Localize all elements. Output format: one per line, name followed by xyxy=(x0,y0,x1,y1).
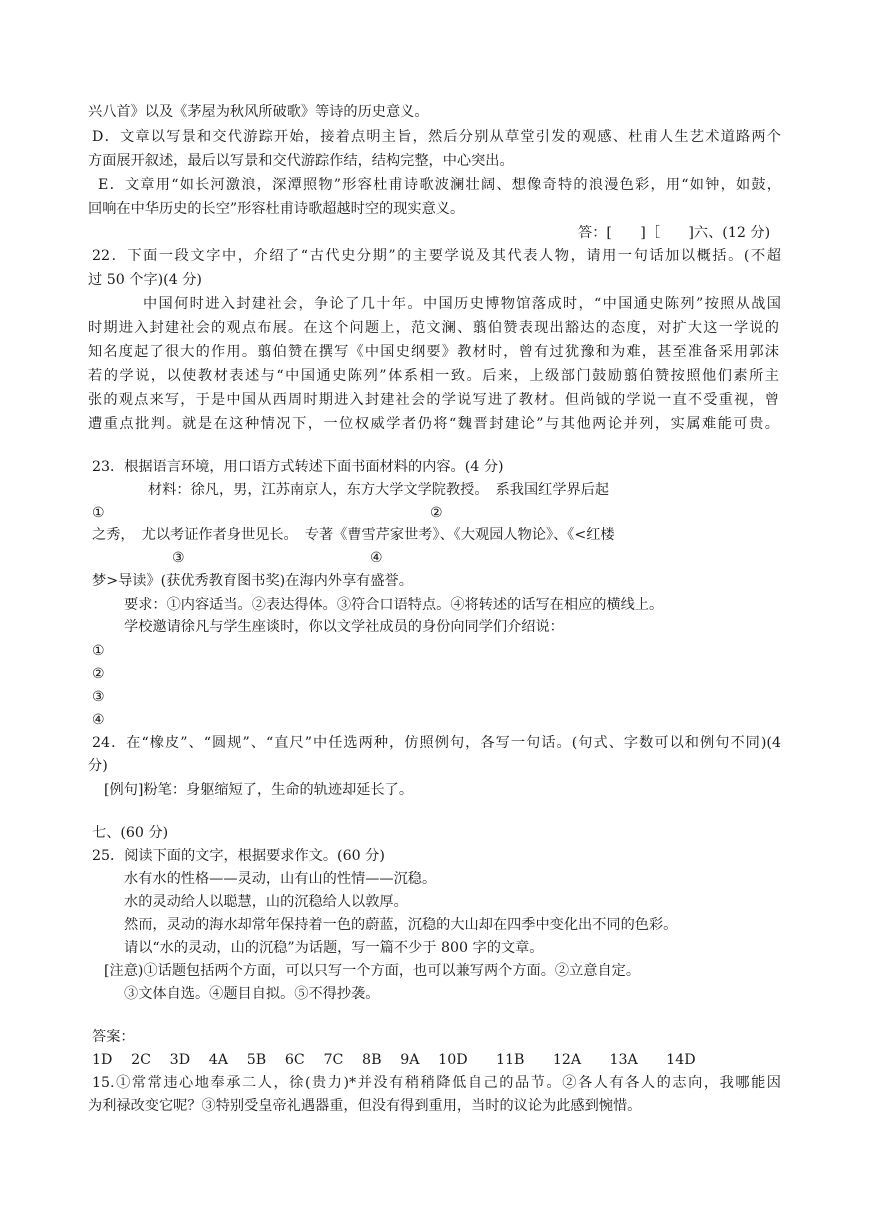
passage-line-1: 中国何时进入封建社会，争论了几十年。中国历史博物馆落成时，“中国通史陈列”按照从战国 xyxy=(143,296,781,312)
material-line-1: 材料：徐凡，男，江苏南京人，东方大学文学院教授。 系我国红学界后起 xyxy=(148,482,610,498)
option-d-line-1: D．文章以写景和交代游踪开始，接着点明主旨，然后分别从草堂引发的观感、杜甫人生艺术道路两个 xyxy=(92,129,781,145)
question-22-line-2: 过 50 个字)(4 分) xyxy=(88,272,202,288)
answer-slot-4: ④ xyxy=(92,712,105,728)
circled-marker-3: ③ xyxy=(172,550,185,566)
notes-line-1: [注意)①话题包括两个方面，可以只写一个方面，也可以兼写两个方面。②立意自定。 xyxy=(104,963,641,979)
answers-heading: 答案： xyxy=(92,1029,135,1045)
question-24-line-2: 分) xyxy=(88,758,108,774)
answer-15-line-2: 为利禄改变它呢？③特别受皇帝礼遇器重，但没有得到重用，当时的议论为此感到惋惜。 xyxy=(88,1098,642,1114)
material-line-2: 之秀， 尤以考证作者身世见长。 专著《曹雪芹家世考》、《大观园人物论》、《<红楼 xyxy=(92,527,615,543)
answer-slot-1: ① xyxy=(92,643,105,659)
option-e-line-1: E．文章用“如长河激浪，深潭照物”形容杜甫诗歌波澜壮阔、想像奇特的浪漫色彩，用“如钟，如鼓， xyxy=(98,177,781,193)
section-seven-heading: 七、(60 分) xyxy=(92,825,169,841)
circled-marker-1: ① xyxy=(92,505,105,521)
option-d-line-2: 方面展开叙述，最后以写景和交代游踪作结，结构完整，中心突出。 xyxy=(88,153,514,169)
essay-prompt-line-1: 水有水的性格——灵动，山有山的性情——沉稳。 xyxy=(124,871,437,887)
option-e-line-2: 回响在中华历史的长空”形容杜甫诗歌超越时空的现实意义。 xyxy=(88,201,465,217)
passage-line-3: 知名度起了很大的作用。翦伯赞在撰写《中国史纲要》教材时，曾有过犹豫和为难，甚至准备采用郭沫 xyxy=(88,344,779,360)
essay-prompt-line-2: 水的灵动给人以聪慧，山的沉稳给人以敦厚。 xyxy=(124,894,408,910)
prompt-line: 学校邀请徐凡与学生座谈时，你以文学社成员的身份向同学们介绍说： xyxy=(124,619,564,635)
text-line: 兴八首》以及《茅屋为秋风所破歌》等诗的历史意义。 xyxy=(88,104,429,120)
circled-marker-4: ④ xyxy=(370,550,383,566)
passage-line-5: 张的观点来写，于是中国从西周时期进入封建社会的学说写进了教材。但尚钺的学说一直不受重视，曾 xyxy=(88,392,779,408)
answer-key-list: 1D 2C 3D 4A 5B 6C 7C 8B 9A 10D 11B 12A 13A 14D xyxy=(92,1052,696,1068)
question-23-line: 23．根据语言环境，用口语方式转述下面书面材料的内容。(4 分) xyxy=(92,459,504,475)
essay-prompt-line-3: 然而，灵动的海水却常年保持着一色的蔚蓝，沉稳的大山却在四季中变化出不同的色彩。 xyxy=(124,917,678,933)
answer-slot-2: ② xyxy=(92,666,105,682)
notes-line-2: ③文体自选。④题目自拟。⑤不得抄袭。 xyxy=(124,986,380,1002)
passage-line-6: 遭重点批判。就是在这种情况下，一位权威学者仍将“魏晋封建论”与其他两论并列，实属难能可贵。 xyxy=(88,416,779,432)
answer-slot-3: ③ xyxy=(92,689,105,705)
requirements-line: 要求：①内容适当。②表达得体。③符合口语特点。④将转述的话写在相应的横线上。 xyxy=(124,597,664,613)
answer-blank-line: 答：[ ]［ ]六、(12 分) xyxy=(578,225,771,241)
material-line-3: 梦>导读》(获优秀教育图书奖)在海内外享有盛誉。 xyxy=(92,573,413,589)
passage-line-2: 时期进入封建社会的观点布展。在这个问题上，范文澜、翦伯赞表现出豁达的态度，对扩大这一学说的 xyxy=(88,320,779,336)
question-24-line-1: 24．在“橡皮”、“圆规”、“直尺”中任选两种，仿照例句，各写一句话。(句式、字数可以和例句不同)(4 xyxy=(92,735,781,751)
question-22-line-1: 22．下面一段文字中，介绍了“古代史分期”的主要学说及其代表人物，请用一句话加以概括。(不超 xyxy=(92,248,781,264)
answer-15-line-1: 15.①常常违心地奉承二人，徐(贵力)*并没有稍稍降低自己的品节。②各人有各人的志向，我哪能因 xyxy=(92,1075,781,1091)
example-sentence: [例句]粉笔：身躯缩短了，生命的轨迹却延长了。 xyxy=(104,782,414,798)
circled-marker-2: ② xyxy=(430,505,443,521)
essay-prompt-line-4: 请以“水的灵动，山的沉稳”为话题，写一篇不少于 800 字的文章。 xyxy=(124,940,544,956)
passage-line-4: 若的学说，以使教材表述与“中国通史陈列”体系相一致。后来，上级部门鼓励翦伯赞按照他们素所主 xyxy=(88,368,779,384)
question-25-line: 25．阅读下面的文字，根据要求作文。(60 分) xyxy=(92,848,385,864)
